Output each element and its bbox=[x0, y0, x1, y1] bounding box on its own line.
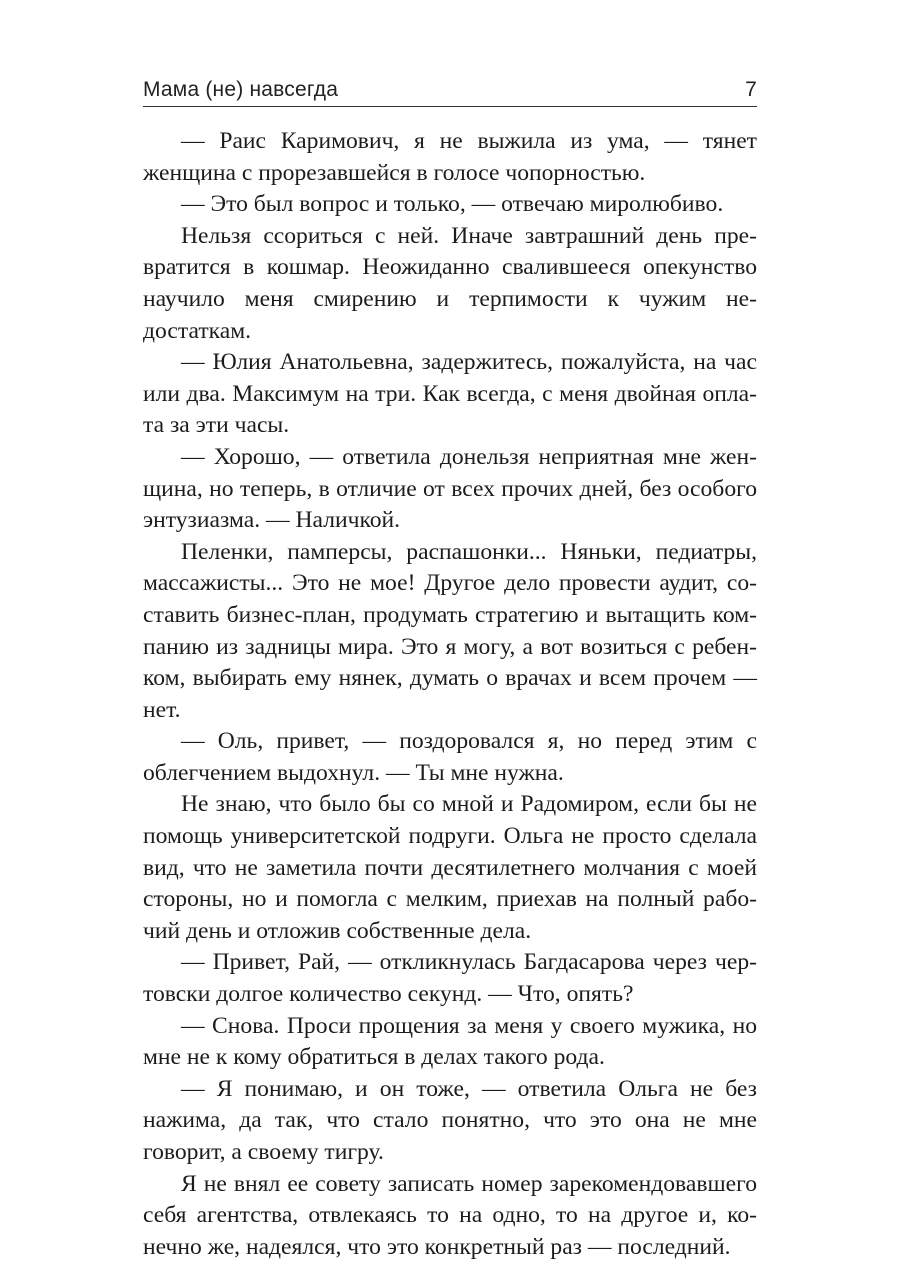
paragraph: — Снова. Проси прощения за меня у своего мужика, но мне не к кому обратиться в делах такого рода. bbox=[143, 1012, 757, 1071]
page-number: 7 bbox=[745, 78, 757, 101]
paragraph: — Привет, Рай, — откликнулась Багдасарова через чертовски долгое количество секунд. — Что, опять? bbox=[143, 949, 757, 1008]
paragraph: Я не внял ее совету записать номер зарекомендовавшего себя агентства, отвлекаясь то на одно, то на другое и, конечно же, надеялся, что это конкретный раз — последний. bbox=[143, 1170, 757, 1260]
paragraph: Не знаю, что было бы со мной и Радомиром, если бы не помощь университетской подруги. Ольга не просто сделала вид, что не заметила почти десятилетнего молчания с моей стороны, но и помогла с мелким, приехав на полный рабочий день и отложив собственные дела. bbox=[143, 791, 757, 944]
paragraph: — Это был вопрос и только, — отвечаю миролюбиво. bbox=[181, 191, 724, 218]
paragraph: — Хорошо, — ответила донельзя неприятная мне женщина, но теперь, в отличие от всех прочих дней, без особого энтузиазма. — Наличкой. bbox=[143, 443, 757, 534]
paragraph: Нельзя ссориться с ней. Иначе завтрашний день превратится в кошмар. Неожиданно свалившееся опекунство научило меня смирению и терпимости к чужим недостаткам. bbox=[143, 222, 757, 344]
running-head bbox=[143, 72, 757, 102]
paragraph: Пеленки, памперсы, распашонки... Няньки, педиатры, массажисты... Это не мое! Другое дело провести аудит, составить бизнес-план, продумать стратегию и вытащить компанию из задницы мира. Это я могу, а вот возиться с ребенком, выбирать ему нянек, думать о врачах и всем прочем — нет. bbox=[143, 538, 757, 723]
paragraph: — Раис Каримович, я не выжила из ума, — тянет женщина с прорезавшейся в голосе чопорностью. bbox=[143, 128, 757, 186]
header-rule bbox=[143, 106, 757, 107]
book-page bbox=[143, 72, 757, 1263]
body-text bbox=[143, 126, 757, 1263]
paragraph: — Юлия Анатольевна, задержитесь, пожалуйста, на час или два. Максимум на три. Как всегда, с меня двойная оплата за эти часы. bbox=[143, 349, 757, 439]
book-title: Мама (не) навсегда bbox=[143, 78, 339, 101]
paragraph: — Оль, привет, — поздоровался я, но перед этим с облегчением выдохнул. — Ты мне нужна. bbox=[143, 728, 757, 786]
paragraph: — Я понимаю, и он тоже, — ответила Ольга не без нажима, да так, что стало понятно, что это она не мне говорит, а своему тигру. bbox=[143, 1075, 757, 1165]
